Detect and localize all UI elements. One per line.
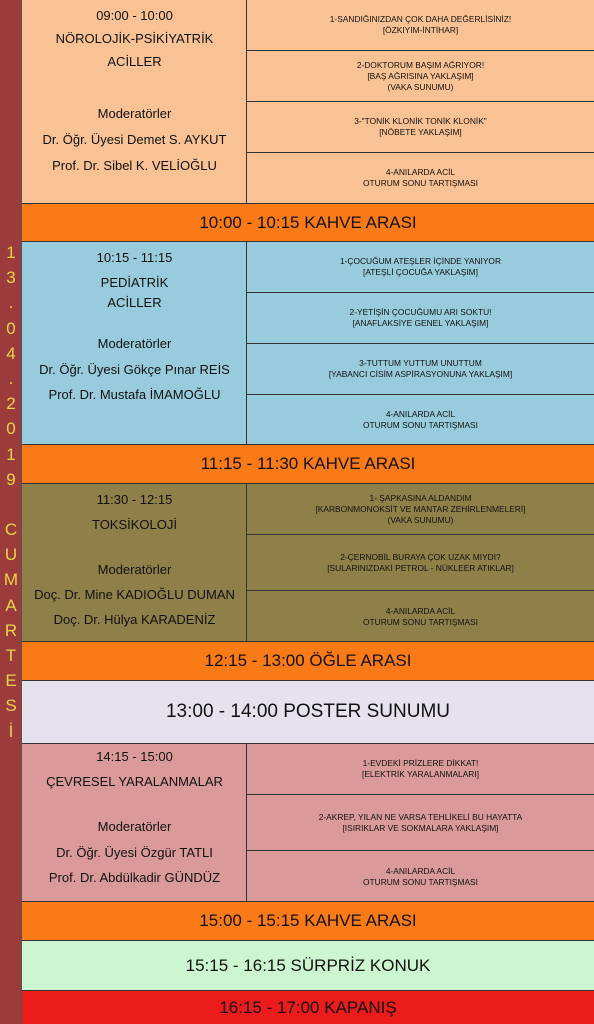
topic-item: [247, 851, 594, 902]
date-char: 9: [6, 469, 16, 489]
topic-title: 2-DOKTORUM BAŞIM AĞRIYOR!: [356, 59, 485, 70]
session-time: 10:15 - 11:15: [96, 250, 173, 265]
topic-subtitle: [BAŞ AĞRISINA YAKLAŞIM]: [367, 70, 474, 81]
topic-title: 4-ANILARDA ACİL: [385, 167, 456, 177]
date-sidebar: [0, 0, 22, 1024]
moderator-name: Prof. Dr. Mustafa İMAMOĞLU: [48, 387, 221, 402]
date-char: 0: [6, 419, 16, 439]
date-vertical-text: [0, 240, 22, 744]
date-char: 2: [6, 394, 16, 414]
session-info: [22, 0, 247, 203]
topic-item: [247, 795, 594, 851]
topic-title: 1-ÇOCUĞUM ATEŞLER İÇİNDE YANIYOR: [339, 256, 501, 266]
closing-session: 16:15 - 17:00 KAPANIŞ: [22, 990, 594, 1024]
moderator-name: Doç. Dr. Hülya KARADENİZ: [53, 612, 216, 627]
session-title-line: ACİLLER: [107, 295, 162, 310]
coffee-break-1: 10:00 - 10:15 KAHVE ARASI: [22, 203, 594, 241]
date-char: .: [8, 368, 14, 388]
date-char: 1: [6, 444, 16, 464]
session-toxicology: [22, 483, 594, 641]
topic-title: 1- ŞAPKASINA ALDANDIM: [369, 492, 472, 503]
topic-title: 2-YETİŞİN ÇOCUĞUMU ARI SOKTU!: [349, 307, 492, 317]
topic-subtitle: [ATEŞLİ ÇOCUĞA YAKLAŞIM]: [363, 267, 478, 277]
topic-item: [247, 153, 594, 203]
session-pediatric: [22, 241, 594, 444]
topic-subtitle: [ISIRIKLAR VE SOKMALARA YAKLAŞIM]: [342, 822, 499, 833]
topic-title: 2-ÇERNOBİL BURAYA ÇOK UZAK MIYDI?: [340, 551, 501, 562]
day-char: R: [4, 620, 18, 640]
day-char: E: [5, 671, 17, 691]
surprise-guest: 15:15 - 16:15 SÜRPRİZ KONUK: [22, 940, 594, 990]
topic-item: [247, 51, 594, 102]
topic-title: 1-SANDIĞINIZDAN ÇOK DAHA DEĞERLİSİNİZ!: [329, 14, 512, 24]
session-environmental-injuries: [22, 743, 594, 901]
topic-item: [247, 591, 594, 642]
schedule-main: [22, 0, 594, 1024]
session-title-line: ACİLLER: [107, 54, 162, 69]
topic-note: (VAKA SUNUMU): [387, 514, 454, 525]
coffee-break-3: 15:00 - 15:15 KAHVE ARASI: [22, 901, 594, 940]
session-time: 14:15 - 15:00: [96, 749, 173, 764]
topic-item: [247, 242, 594, 293]
day-char: T: [5, 646, 17, 665]
day-char: S: [5, 696, 17, 716]
date-char: 1: [6, 243, 16, 262]
topic-item: [247, 535, 594, 591]
topic-subtitle: OTURUM SONU TARTIŞMASI: [363, 876, 478, 887]
topic-subtitle: [SULARINIZDAKİ PETROL - NÜKLEER ATIKLAR]: [327, 562, 514, 573]
topic-subtitle: [KARBONMONOKSİT VE MANTAR ZEHİRLENMELERİ]: [315, 503, 526, 514]
session-time: 11:30 - 12:15: [96, 492, 173, 507]
session-title-line: NÖROLOJİK-PSİKİYATRİK: [55, 31, 214, 46]
topic-note: (VAKA SUNUMU): [387, 81, 454, 92]
topic-item: [247, 0, 594, 51]
session-topics: [247, 484, 594, 641]
session-info: [22, 242, 247, 444]
day-char: U: [4, 545, 18, 565]
topic-title: 4-ANILARDA ACİL: [385, 605, 456, 616]
topic-subtitle: OTURUM SONU TARTIŞMASI: [363, 616, 478, 627]
topic-subtitle: [ANAFLAKSİYE GENEL YAKLAŞIM]: [352, 318, 489, 328]
date-char: 3: [6, 268, 16, 288]
session-title-line: PEDİATRİK: [100, 275, 169, 290]
session-topics: [247, 744, 594, 901]
moderator-name: Prof. Dr. Sibel K. VELİOĞLU: [52, 158, 217, 173]
lunch-break: 12:15 - 13:00 ÖĞLE ARASI: [22, 641, 594, 680]
topic-subtitle: [ÖZKIYIM-İNTİHAR]: [382, 25, 459, 35]
moderator-label: Moderatörler: [97, 106, 172, 121]
topic-item: [247, 102, 594, 153]
moderator-name: Dr. Öğr. Üyesi Özgür TATLI: [56, 845, 213, 860]
session-neuro-psych: [22, 0, 594, 203]
session-topics: [247, 0, 594, 203]
topic-item: [247, 484, 594, 535]
date-char: 0: [6, 318, 16, 338]
date-char: .: [8, 293, 14, 313]
topic-title: 4-ANILARDA ACİL: [385, 865, 456, 876]
poster-session: 13:00 - 14:00 POSTER SUNUMU: [22, 680, 594, 743]
topic-title: 3-"TONİK KLONİK TONİK KLONİK": [354, 116, 487, 126]
topic-item: [247, 395, 594, 445]
session-time: 09:00 - 10:00: [96, 8, 173, 23]
date-char: 4: [6, 343, 16, 363]
session-topics: [247, 242, 594, 444]
session-title-line: TOKSİKOLOJİ: [91, 517, 177, 532]
moderator-name: Prof. Dr. Abdülkadir GÜNDÜZ: [48, 870, 221, 885]
moderator-name: Dr. Öğr. Üyesi Gökçe Pınar REİS: [39, 362, 230, 377]
moderator-label: Moderatörler: [97, 819, 172, 834]
session-title-line: ÇEVRESEL YARALANMALAR: [46, 774, 223, 789]
topic-subtitle: OTURUM SONU TARTIŞMASI: [363, 178, 478, 188]
moderator-name: Dr. Öğr. Üyesi Demet S. AYKUT: [42, 132, 227, 147]
session-info: [22, 484, 247, 641]
topic-title: 3-TUTTUM YUTTUM UNUTTUM: [359, 358, 482, 368]
session-info: [22, 744, 247, 901]
topic-subtitle: [YABANCI CİSİM ASPİRASYONUNA YAKLAŞIM]: [328, 369, 513, 379]
topic-title: 1-EVDEKİ PRİZLERE DİKKAT!: [362, 758, 479, 768]
topic-subtitle: [ELEKTRİK YARALANMALARI]: [362, 769, 479, 779]
day-char: İ: [8, 721, 14, 741]
moderator-label: Moderatörler: [97, 336, 172, 351]
topic-item: [247, 744, 594, 795]
coffee-break-2: 11:15 - 11:30 KAHVE ARASI: [22, 444, 594, 483]
moderator-label: Moderatörler: [97, 562, 172, 577]
day-char: A: [5, 595, 17, 615]
day-char: M: [3, 570, 19, 590]
topic-item: [247, 293, 594, 344]
topic-subtitle: [NÖBETE YAKLAŞIM]: [379, 127, 462, 137]
moderator-name: Doç. Dr. Mine KADIOĞLU DUMAN: [34, 587, 235, 602]
topic-item: [247, 344, 594, 395]
topic-subtitle: OTURUM SONU TARTIŞMASI: [363, 420, 478, 430]
topic-title: 4-ANILARDA ACİL: [385, 409, 456, 419]
topic-title: 2-AKREP, YILAN NE VARSA TEHLİKELİ BU HAYATTA: [318, 811, 523, 822]
day-char: C: [4, 520, 18, 540]
